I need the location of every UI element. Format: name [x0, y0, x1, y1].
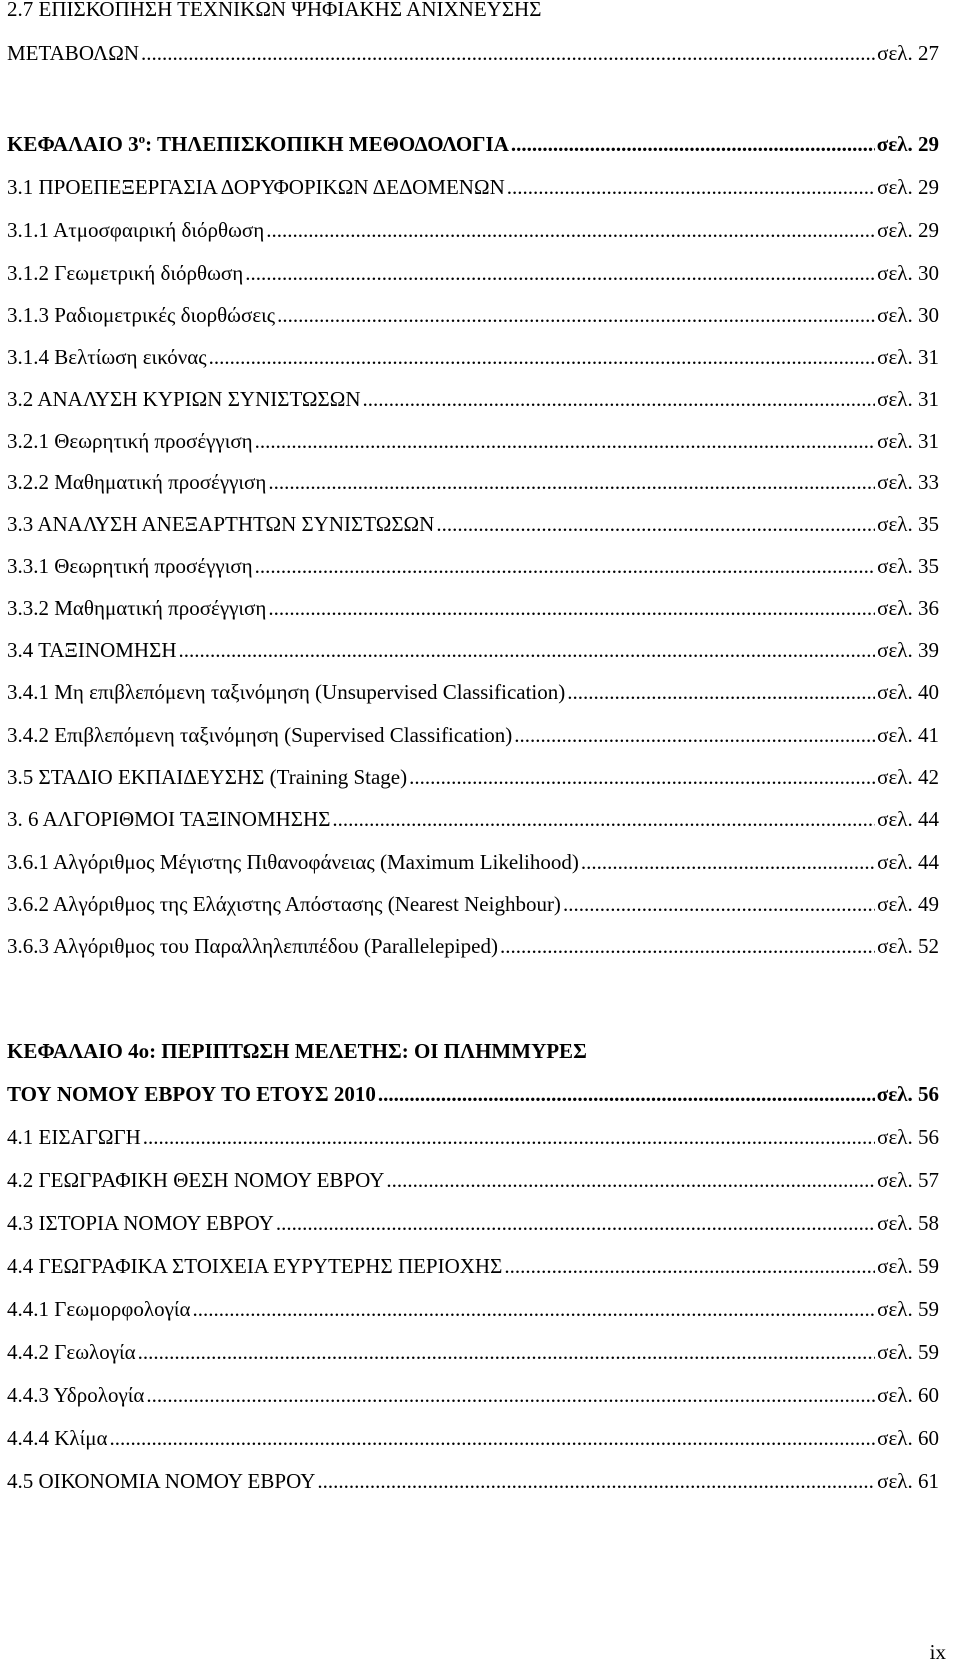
- page-ref: σελ. 30: [877, 303, 939, 327]
- toc-entry[interactable]: 3.1.3 Ραδιομετρικές διορθώσεις ..... σελ. 30: [7, 302, 939, 328]
- dot-leader: [209, 344, 876, 370]
- page-ref: σελ. 58: [877, 1211, 939, 1235]
- page-ref: σελ. 29: [876, 132, 939, 156]
- page-ref: σελ. 56: [876, 1082, 939, 1106]
- toc-entry[interactable]: 3.1.2 Γεωμετρική διόρθωση ..... σελ. 30: [7, 260, 939, 286]
- dot-leader: [245, 260, 875, 286]
- toc-entry[interactable]: 4.3 ΙΣΤΟΡΙΑ ΝΟΜΟΥ ΕΒΡΟΥ ..... σελ. 58: [7, 1210, 939, 1236]
- toc-entry[interactable]: 4.4.3 Υδρολογία ..... σελ. 60: [7, 1382, 939, 1408]
- toc-entry[interactable]: 3.6.1 Αλγόριθμος Μέγιστης Πιθανοφάνειας (Maximum Likelihood) ..... σελ. 44: [7, 849, 939, 875]
- toc-entry-2-7-line2[interactable]: ΜΕΤΑΒΟΛΩΝ ..... σελ. 27: [7, 40, 939, 66]
- toc-entry[interactable]: 3.2 ΑΝΑΛΥΣΗ ΚΥΡΙΩΝ ΣΥΝΙΣΤΩΣΩΝ ..... σελ. 31: [7, 386, 939, 412]
- toc-entry[interactable]: 4.4 ΓΕΩΓΡΑΦΙΚΑ ΣΤΟΙΧΕΙΑ ΕΥΡΥΤΕΡΗΣ ΠΕΡΙΟΧΗΣ ..... σελ. 59: [7, 1253, 939, 1279]
- toc-entry[interactable]: 4.1 ΕΙΣΑΓΩΓΗ ..... σελ. 56: [7, 1124, 939, 1150]
- dot-leader: [255, 428, 876, 454]
- page-ref: σελ. 52: [877, 934, 939, 958]
- toc-entry[interactable]: 3.4.1 Μη επιβλεπόμενη ταξινόμηση (Unsupervised Classification) ..... σελ. 40: [7, 679, 939, 705]
- dot-leader: [110, 1425, 876, 1451]
- toc-entry[interactable]: 3.4 ΤΑΞΙΝΟΜΗΣΗ ..... σελ. 39: [7, 637, 939, 663]
- toc-entry[interactable]: 4.4.1 Γεωμορφολογία ..... σελ. 59: [7, 1296, 939, 1322]
- dot-leader: [266, 217, 875, 243]
- dot-leader: [276, 1210, 875, 1236]
- toc-entry[interactable]: 4.2 ΓΕΩΓΡΑΦΙΚΗ ΘΕΣΗ ΝΟΜΟΥ ΕΒΡΟΥ ..... σελ. 57: [7, 1167, 939, 1193]
- dot-leader: [563, 891, 875, 917]
- page-ref: σελ. 40: [877, 680, 939, 704]
- dot-leader: [500, 933, 875, 959]
- page-ref: σελ. 44: [877, 850, 939, 874]
- toc-entry[interactable]: 3.1.4 Βελτίωση εικόνας ..... σελ. 31: [7, 344, 939, 370]
- dot-leader: [581, 849, 875, 875]
- toc-chapter-4-line2[interactable]: ΤΟΥ ΝΟΜΟΥ ΕΒΡΟΥ ΤΟ ΕΤΟΥΣ 2010 ..... σελ. 56: [7, 1081, 939, 1107]
- toc-entry[interactable]: 3.6.2 Αλγόριθμος της Ελάχιστης Απόστασης (Nearest Neighbour) ..... σελ. 49: [7, 891, 939, 917]
- dot-leader: [268, 595, 875, 621]
- dot-leader: [511, 131, 875, 157]
- page-ref: σελ. 33: [877, 470, 939, 494]
- page-ref: σελ. 59: [877, 1297, 939, 1321]
- dot-leader: [317, 1468, 875, 1494]
- dot-leader: [504, 1253, 875, 1279]
- page-ref: σελ. 31: [877, 345, 939, 369]
- page-ref: σελ. 29: [877, 218, 939, 242]
- page-ref: σελ. 60: [877, 1383, 939, 1407]
- dot-leader: [409, 764, 875, 790]
- dot-leader: [141, 40, 875, 66]
- page-number: ix: [929, 1640, 946, 1664]
- dot-leader: [138, 1339, 876, 1365]
- dot-leader: [146, 1382, 875, 1408]
- toc-entry[interactable]: 3.2.1 Θεωρητική προσέγγιση ..... σελ. 31: [7, 428, 939, 454]
- dot-leader: [332, 806, 875, 832]
- page-ref: σελ. 60: [877, 1426, 939, 1450]
- toc-entry[interactable]: 3.2.2 Μαθηματική προσέγγιση ..... σελ. 33: [7, 469, 939, 495]
- page-ref: σελ. 30: [877, 261, 939, 285]
- toc-chapter-4-line1: ΚΕΦΑΛΑΙΟ 4ο: ΠΕΡΙΠΤΩΣΗ ΜΕΛΕΤΗΣ: ΟΙ ΠΛΗΜΜΥΡΕΣ: [7, 1039, 587, 1063]
- dot-leader: [143, 1124, 875, 1150]
- page-ref: σελ. 41: [877, 723, 939, 747]
- dot-leader: [514, 722, 875, 748]
- page-ref: σελ. 57: [877, 1168, 939, 1192]
- dot-leader: [268, 469, 875, 495]
- toc-entry[interactable]: 3.1.1 Ατμοσφαιρική διόρθωση ..... σελ. 29: [7, 217, 939, 243]
- page-ref: σελ. 35: [877, 512, 939, 536]
- dot-leader: [567, 679, 875, 705]
- page-ref: σελ. 35: [877, 554, 939, 578]
- toc-entry[interactable]: 4.4.4 Κλίμα ..... σελ. 60: [7, 1425, 939, 1451]
- toc-entry-2-7-line1: 2.7 ΕΠΙΣΚΟΠΗΣΗ ΤΕΧΝΙΚΩΝ ΨΗΦΙΑΚΗΣ ΑΝΙΧΝΕΥΣΗΣ: [7, 0, 542, 21]
- dot-leader: [179, 637, 876, 663]
- toc-entry[interactable]: 3.3.1 Θεωρητική προσέγγιση ..... σελ. 35: [7, 553, 939, 579]
- page-ref: σελ. 61: [877, 1469, 939, 1493]
- dot-leader: [277, 302, 875, 328]
- page-ref: σελ. 59: [877, 1340, 939, 1364]
- dot-leader: [193, 1296, 876, 1322]
- page-ref: σελ. 39: [877, 638, 939, 662]
- page-ref: σελ. 44: [877, 807, 939, 831]
- dot-leader: [255, 553, 876, 579]
- toc-entry[interactable]: 3.3.2 Μαθηματική προσέγγιση ..... σελ. 36: [7, 595, 939, 621]
- page-ref: σελ. 49: [877, 892, 939, 916]
- page-ref: σελ. 29: [877, 175, 939, 199]
- dot-leader: [507, 174, 875, 200]
- dot-leader: [363, 386, 876, 412]
- toc-entry[interactable]: 3.6.3 Αλγόριθμος του Παραλληλεπιπέδου (Parallelepiped) ..... σελ. 52: [7, 933, 939, 959]
- toc-entry[interactable]: 4.5 ΟΙΚΟΝΟΜΙΑ ΝΟΜΟΥ ΕΒΡΟΥ ..... σελ. 61: [7, 1468, 939, 1494]
- dot-leader: [378, 1081, 875, 1107]
- toc-entry[interactable]: 3.3 ΑΝΑΛΥΣΗ ΑΝΕΞΑΡΤΗΤΩΝ ΣΥΝΙΣΤΩΣΩΝ ..... σελ. 35: [7, 511, 939, 537]
- page-ref: σελ. 31: [877, 429, 939, 453]
- toc-chapter-3[interactable]: ΚΕΦΑΛΑΙΟ $3^o$: ΤΗΛΕΠΙΣΚΟΠΙΚΗ ΜΕΘΟΔΟΛΟΓΙΑ ..... σελ. 29: [7, 131, 939, 157]
- toc-entry[interactable]: 3.4.2 Επιβλεπόμενη ταξινόμηση (Supervised Classification) ..... σελ. 41: [7, 722, 939, 748]
- dot-leader: [436, 511, 875, 537]
- toc-entry[interactable]: 3.5 ΣΤΑΔΙΟ ΕΚΠΑΙΔΕΥΣΗΣ (Training Stage) ..... σελ. 42: [7, 764, 939, 790]
- page-ref: σελ. 36: [877, 596, 939, 620]
- page-ref: σελ. 27: [877, 41, 939, 65]
- page-ref: σελ. 56: [877, 1125, 939, 1149]
- toc-entry[interactable]: 4.4.2 Γεωλογία ..... σελ. 59: [7, 1339, 939, 1365]
- page-ref: σελ. 31: [877, 387, 939, 411]
- toc-entry[interactable]: 3. 6 ΑΛΓΟΡΙΘΜΟΙ ΤΑΞΙΝΟΜΗΣΗΣ ..... σελ. 44: [7, 806, 939, 832]
- page-ref: σελ. 42: [877, 765, 939, 789]
- dot-leader: [386, 1167, 875, 1193]
- page-ref: σελ. 59: [877, 1254, 939, 1278]
- toc-entry[interactable]: 3.1 ΠΡΟΕΠΕΞΕΡΓΑΣΙΑ ΔΟΡΥΦΟΡΙΚΩΝ ΔΕΔΟΜΕΝΩΝ ..... σελ. 29: [7, 174, 939, 200]
